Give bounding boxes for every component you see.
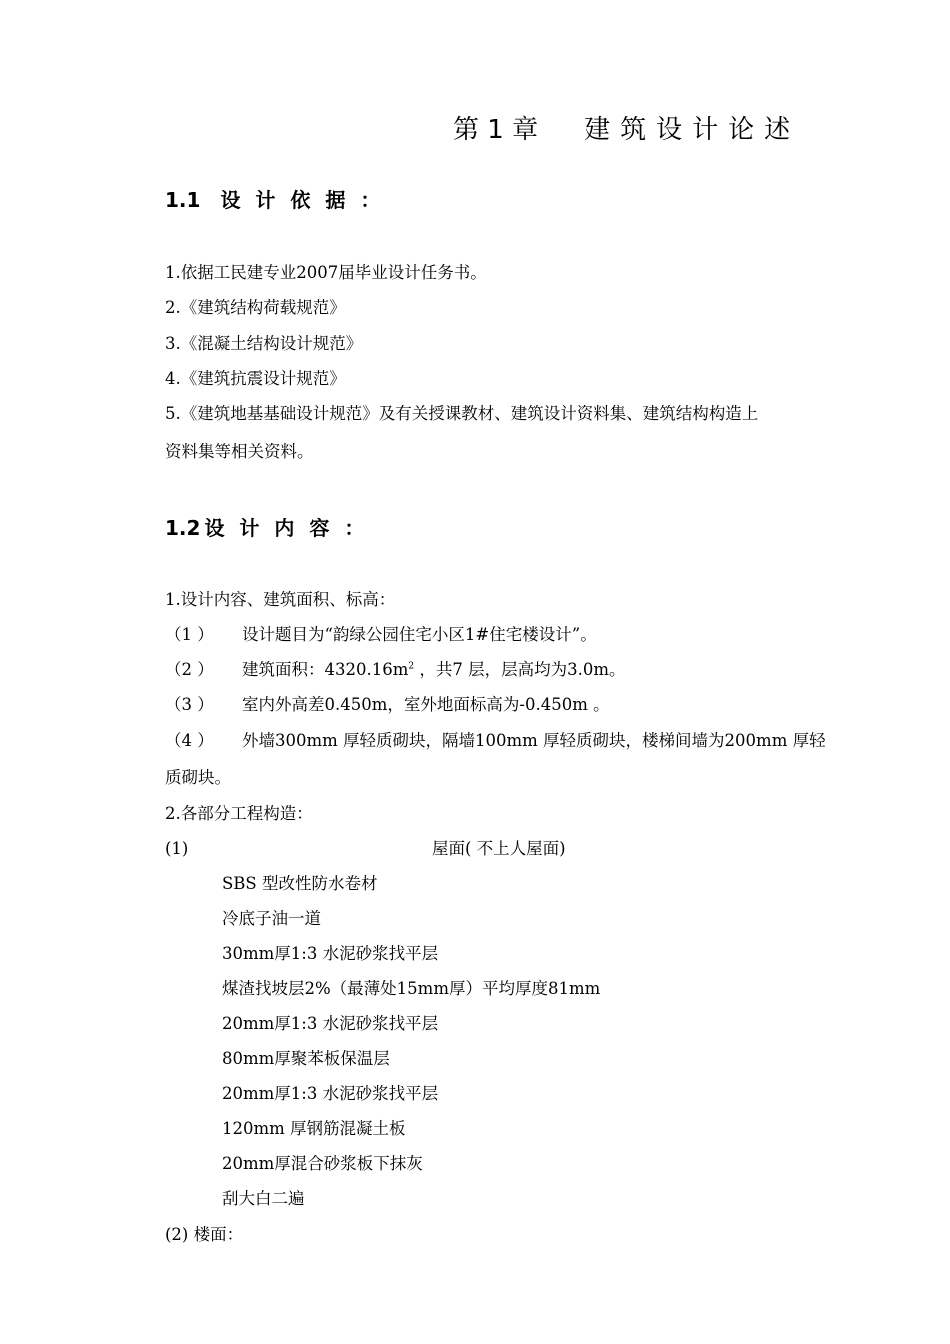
- chapter-title: [453, 109, 800, 146]
- sub-item-marker: （3 ）: [165, 695, 214, 714]
- floor-heading: [165, 1227, 243, 1244]
- roof-layer: 80mm厚聚苯板保温层: [222, 1049, 390, 1068]
- section-label: 设计依据：: [220, 188, 396, 212]
- paragraph-parts: 2.各部分工程构造：: [165, 804, 313, 823]
- list-item: 5.《建筑地基基础设计规范》及有关授课教材、建筑设计资料集、建筑结构构造上: [165, 404, 759, 423]
- section-label: 设计内容：: [204, 516, 380, 540]
- roof-layer: 冷底子油一道: [222, 909, 321, 928]
- sub-item-marker: （2 ）: [165, 660, 214, 679]
- section-number: 1.2: [165, 516, 201, 540]
- roof-layer: 120mm 厚钢筋混凝土板: [222, 1119, 406, 1138]
- section-heading-1-1: [165, 184, 395, 213]
- floor-title: 楼面：: [193, 1225, 244, 1244]
- sub-item-text: 设计题目为“韵绿公园住宅小区1#住宅楼设计”。: [242, 625, 597, 644]
- sub-item-text: 室内外高差0.450m，室外地面标高为-0.450m 。: [242, 695, 610, 714]
- chapter-name: 建筑设计论述: [584, 115, 801, 145]
- paragraph-intro: 1.设计内容、建筑面积、标高：: [165, 590, 396, 609]
- roof-layer: 煤渣找坡层2%（最薄处15mm厚）平均厚度81mm: [222, 979, 601, 998]
- sub-item-marker: （1 ）: [165, 625, 214, 644]
- superscript: 2: [408, 661, 415, 672]
- section-number: 1.1: [165, 188, 201, 212]
- list-item: 2.《建筑结构荷载规范》: [165, 298, 346, 317]
- section-heading-1-2: [165, 512, 379, 541]
- floor-marker: (2): [165, 1225, 189, 1244]
- roof-layer: 刮大白二遍: [222, 1189, 305, 1208]
- list-item: 1.依据工民建专业2007届毕业设计任务书。: [165, 263, 487, 282]
- roof-layer: SBS 型改性防水卷材: [222, 874, 378, 893]
- sub-item-continuation: 质砌块。: [165, 768, 231, 787]
- sub-item-text: 建筑面积：4320.16m$^2$ ，共7 层，层高均为3.0m。: [242, 660, 626, 679]
- list-item-continuation: 资料集等相关资料。: [165, 442, 314, 461]
- list-item: 3.《混凝土结构设计规范》: [165, 334, 363, 353]
- roof-layer: 30mm厚1:3 水泥砂浆找平层: [222, 944, 439, 963]
- list-item: 4.《建筑抗震设计规范》: [165, 369, 346, 388]
- sub-item-marker: （4 ）: [165, 731, 214, 750]
- roof-layer: 20mm厚混合砂浆板下抹灰: [222, 1154, 423, 1173]
- chapter-number: 第 1 章: [453, 115, 539, 145]
- roof-layer: 20mm厚1:3 水泥砂浆找平层: [222, 1014, 439, 1033]
- roof-marker: (1): [165, 839, 189, 858]
- sub-item-text: 外墙300mm 厚轻质砌块，隔墙100mm 厚轻质砌块，楼梯间墙为200mm 厚轻: [242, 731, 826, 750]
- roof-layer: 20mm厚1:3 水泥砂浆找平层: [222, 1084, 439, 1103]
- roof-title: 屋面( 不上人屋面): [432, 839, 566, 858]
